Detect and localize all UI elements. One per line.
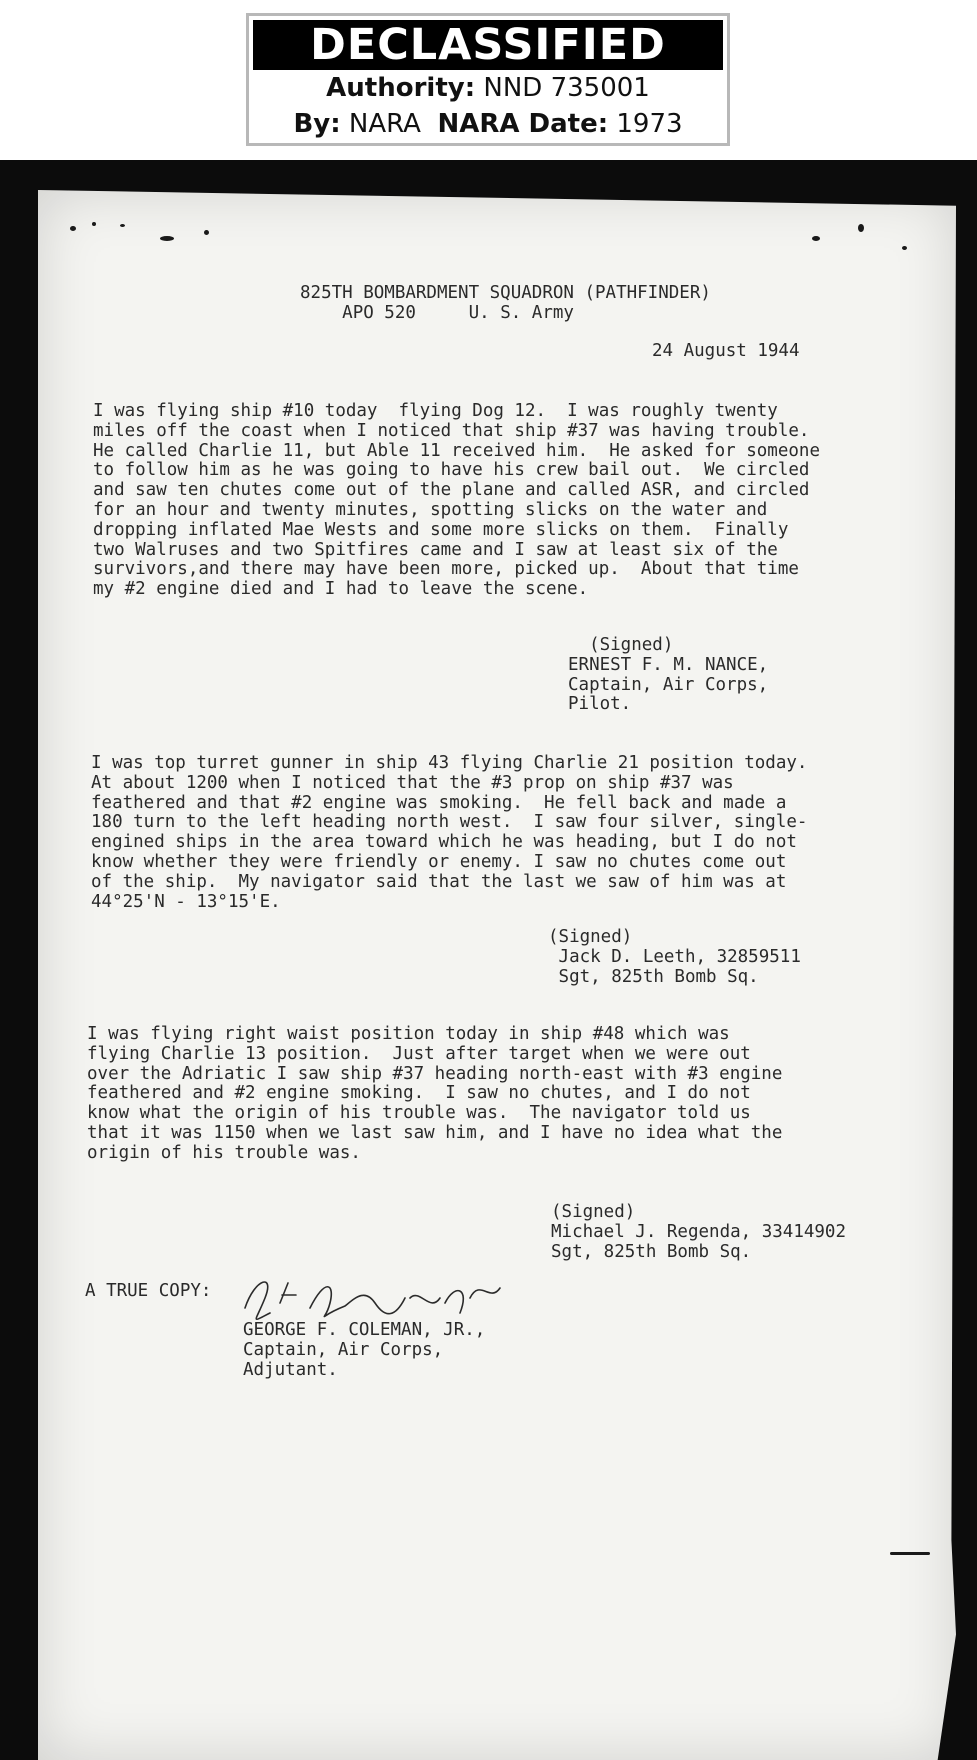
scan-speck xyxy=(120,224,125,227)
statement-2-signature: (Signed) Jack D. Leeth, 32859511 Sgt, 825th Bomb Sq. xyxy=(548,927,801,987)
document-date: 24 August 1944 xyxy=(652,341,800,361)
letterhead-unit: 825TH BOMBARDMENT SQUADRON (PATHFINDER) xyxy=(300,283,711,303)
stamp-authority-value: NND 735001 xyxy=(483,73,650,103)
scan-speck xyxy=(902,246,907,250)
statement-3-signature: (Signed) Michael J. Regenda, 33414902 Sgt, 825th Bomb Sq. xyxy=(551,1202,847,1262)
stamp-date-label: NARA Date: xyxy=(437,109,609,139)
statement-2-body: I was top turret gunner in ship 43 flying Charlie 21 position today. At about 1200 when I noticed that the #3 prop on ship #37 was feathered and that #2 engine was smoking. He fell back and made a 180 turn to the left heading north west. I saw four silver, single- engined ships in the area toward which he was heading, but I do not know whether they were friendly or enemy. I saw no chutes come out of the ship. My navigator said that the last we saw of him was at 44°25'N - 13°15'E. xyxy=(91,753,808,912)
stamp-by-line xyxy=(249,109,727,139)
scan-speck xyxy=(70,226,76,231)
stamp-by-value: NARA xyxy=(348,109,421,139)
scan-speck xyxy=(204,230,209,235)
statement-1-body: I was flying ship #10 today flying Dog 12. I was roughly twenty miles off the coast when I noticed that ship #37 was having trouble. He called Charlie 11, but Able 11 received him. He asked for someone to follow him as he was going to have his crew bail out. We circled and saw ten chutes come out of the plane and called ASR, and circled for an hour and twenty minutes, spotting slicks on the water and dropping inflated Mae Wests and some more slicks on them. Finally two Walruses and two Spitfires came and I saw at least six of the survivors,and there may have been more, picked up. About that time my #2 engine died and I had to leave the scene. xyxy=(93,401,820,600)
scan-speck xyxy=(858,224,864,232)
letterhead xyxy=(300,284,711,324)
statement-1-signature: (Signed) ERNEST F. M. NANCE, Captain, Air Corps, Pilot. xyxy=(568,635,769,715)
stamp-authority-line xyxy=(249,73,727,103)
stamp-date-value: 1973 xyxy=(616,109,683,139)
statement-3-body: I was flying right waist position today in ship #48 which was flying Charlie 13 position. Just after target when we were out over the Adriatic I saw ship #37 heading north-east with #3 engine feathered and #2 engine smoking. I saw no chutes, and I do not know what the origin of his trouble was. The navigator told us that it was 1150 when we last saw him, and I have no idea what the origin of his trouble was. xyxy=(87,1024,783,1163)
scan-speck xyxy=(890,1552,930,1555)
scan-speck xyxy=(160,236,174,241)
stamp-authority-label: Authority: xyxy=(326,73,476,103)
declassified-stamp xyxy=(246,13,730,146)
true-copy-signature-block: GEORGE F. COLEMAN, JR., Captain, Air Corps, Adjutant. xyxy=(243,1320,486,1380)
scan-speck xyxy=(812,236,820,241)
true-copy-label: A TRUE COPY: xyxy=(85,1281,212,1301)
letterhead-address: APO 520 U. S. Army xyxy=(342,302,574,323)
scan-speck xyxy=(92,222,96,226)
stamp-title: DECLASSIFIED xyxy=(253,20,723,70)
stamp-by-label: By: xyxy=(293,109,341,139)
